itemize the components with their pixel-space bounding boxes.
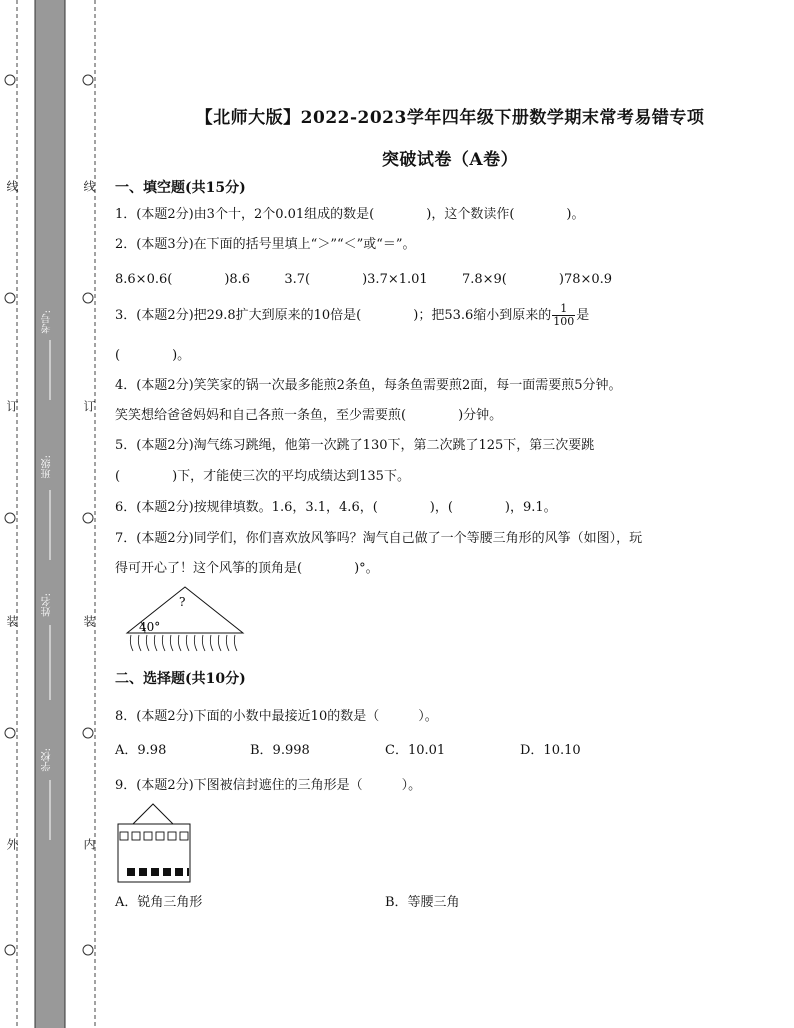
question-8-option-c: C．10.01 — [385, 743, 446, 758]
fraction-denominator: 100 — [553, 315, 575, 328]
field-label-exam-no: 考号: — [42, 310, 53, 334]
question-5: 5．(本题2分)淘气练习跳绳，他第一次跳了130下，第二次跳了125下，第三次要跳 — [115, 438, 595, 453]
question-3 — [115, 303, 589, 328]
question-2-item-2: 3.7( )3.7×1.01 — [284, 272, 428, 287]
question-8-option-d: D．10.10 — [520, 743, 581, 758]
question-8-option-a: A．9.98 — [115, 743, 167, 758]
question-1: 1．(本题2分)由3个十，2个0.01组成的数是( )，这个数读作( )。 — [115, 207, 585, 222]
fraction-one-hundredth — [552, 303, 575, 328]
question-9: 9．(本题2分)下图被信封遮住的三角形是（ ）。 — [115, 778, 422, 793]
margin-inner-label-nei: 内 — [82, 838, 96, 850]
question-2: 2．(本题3分)在下面的括号里填上“＞”“＜”或“＝”。 — [115, 237, 416, 252]
question-3-text: 3．(本题2分)把29.8扩大到原来的10倍是( )；把53.6缩小到原来的 — [115, 308, 552, 323]
margin-inner-label-zhuang: 装 — [82, 615, 96, 627]
question-7: 7．(本题2分)同学们，你们喜欢放风筝吗？淘气自己做了一个等腰三角形的风筝（如图），玩 — [115, 531, 643, 546]
kite-figure — [123, 585, 251, 655]
question-9-option-b: B．等腰三角 — [385, 895, 460, 910]
margin-outer-label-ding: 订 — [5, 400, 19, 412]
section-choice-heading: 二、选择题(共10分) — [115, 671, 246, 687]
question-3-text-end: 是 — [576, 308, 590, 323]
kite-angle-label: 40° — [139, 620, 161, 634]
question-6: 6．(本题2分)按规律填数。1.6，3.1，4.6，( )，( )，9.1。 — [115, 500, 557, 515]
question-2-item-3: 7.8×9( )78×0.9 — [461, 272, 613, 287]
question-8: 8．(本题2分)下面的小数中最接近10的数是（ ）。 — [115, 709, 438, 724]
question-4-continued: 笑笑想给爸爸妈妈和自己各煎一条鱼，至少需要煎( )分钟。 — [115, 408, 503, 423]
field-label-class: 班级: — [42, 455, 53, 479]
margin-outer-label-wai: 外 — [5, 838, 19, 850]
exam-title-line2: 突破试卷（A卷） — [381, 150, 519, 170]
question-3-continued: ( )。 — [115, 348, 191, 363]
kite-apex-label: ? — [179, 595, 186, 609]
section-fill-blank-heading: 一、填空题(共15分) — [115, 180, 246, 196]
question-9-option-a: A．锐角三角形 — [115, 895, 203, 910]
field-label-school: 学校: — [42, 748, 53, 772]
question-5-continued: ( )下，才能使三次的平均成绩达到135下。 — [115, 469, 410, 484]
question-4: 4．(本题2分)笑笑家的锅一次最多能煎2条鱼，每条鱼需要煎2面，每一面需要煎5分钟。 — [115, 378, 622, 393]
exam-title-line1: 【北师大版】2022-2023学年四年级下册数学期末常考易错专项 — [195, 108, 705, 128]
field-label-name: 姓名: — [42, 593, 53, 617]
question-8-option-b: B．9.998 — [250, 743, 310, 758]
margin-inner-label-xian: 线 — [82, 180, 96, 192]
binding-lines — [0, 0, 100, 1028]
envelope-figure — [117, 800, 193, 886]
question-2-items — [115, 268, 612, 287]
question-7-continued: 得可开心了！这个风筝的顶角是( )°。 — [115, 561, 379, 576]
binding-margin — [0, 0, 100, 1028]
margin-inner-label-ding: 订 — [82, 400, 96, 412]
fraction-numerator: 1 — [552, 303, 575, 316]
margin-outer-label-zhuang: 装 — [5, 615, 19, 627]
question-2-item-1: 8.6×0.6( )8.6 — [115, 272, 251, 287]
margin-outer-label-xian: 线 — [5, 180, 19, 192]
